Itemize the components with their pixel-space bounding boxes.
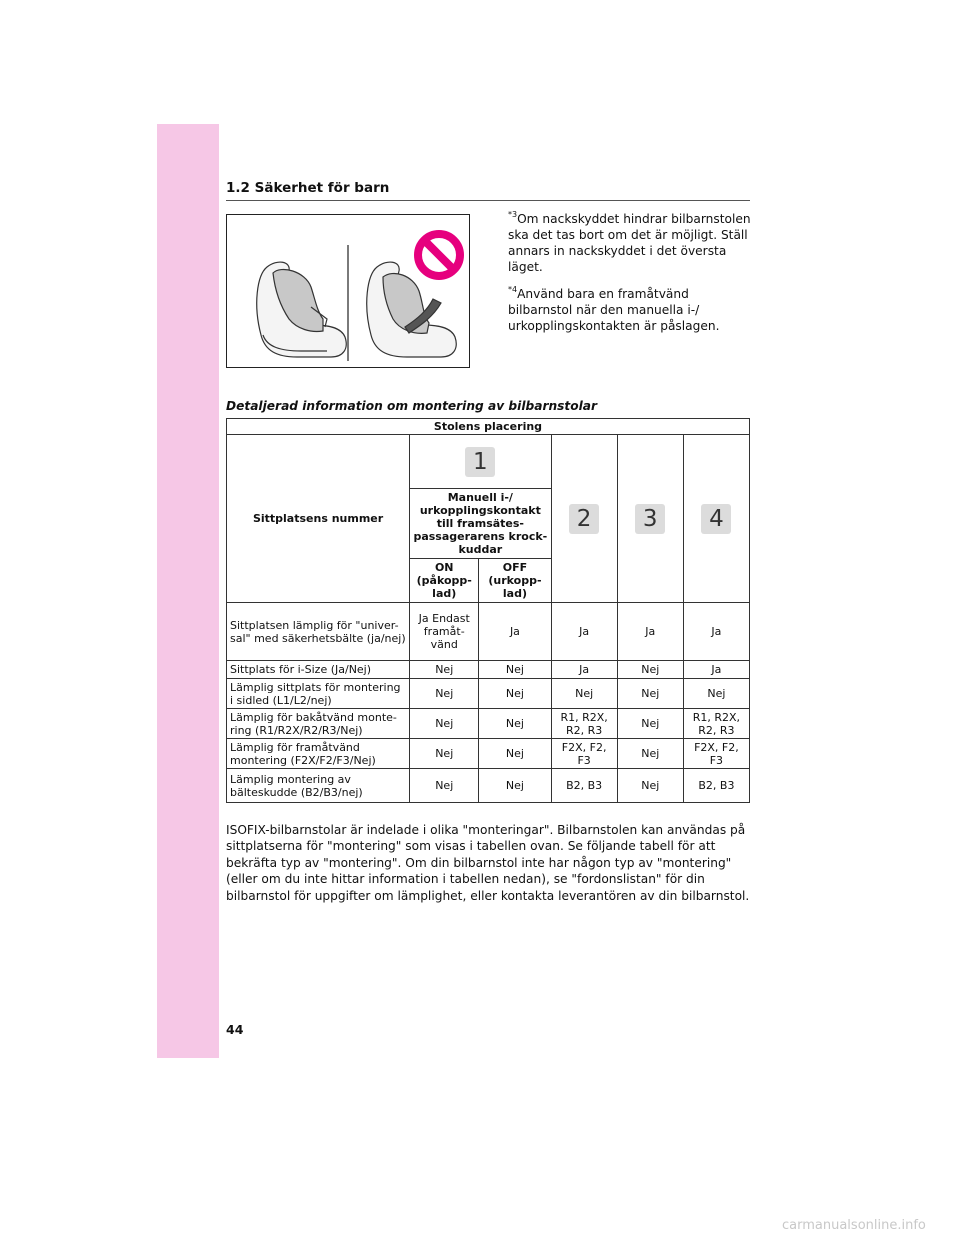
- footnotes: [508, 208, 752, 342]
- table-cell: Nej: [479, 739, 551, 769]
- table-cell: Nej: [479, 709, 551, 739]
- seat-3-cell: [617, 435, 683, 603]
- row-label: Lämplig montering av bälteskudde (B2/B3/nej): [227, 769, 410, 803]
- table-cell: B2, B3: [683, 769, 749, 803]
- table-cell: Nej: [410, 679, 479, 709]
- switch-off-label: OFF (urkopp- lad): [479, 559, 551, 603]
- placement-header: Stolens placering: [227, 419, 750, 435]
- row-label: Lämplig för bakåtvänd monte- ring (R1/R2X/R2/R3/Nej): [227, 709, 410, 739]
- seat-3-badge: 3: [635, 504, 665, 534]
- table-cell: B2, B3: [551, 769, 617, 803]
- table-cell: Nej: [479, 679, 551, 709]
- seat-4-cell: [683, 435, 749, 603]
- seat-illustration-svg: [227, 215, 469, 367]
- seat-1-cell: [410, 435, 551, 489]
- table-cell: Nej: [479, 769, 551, 803]
- table-cell: Nej: [617, 679, 683, 709]
- table-cell: Nej: [410, 769, 479, 803]
- table-cell: Ja: [683, 661, 749, 679]
- footnote-3: $^{*3}$Om nackskyddet hindrar bilbarnstolen ska det tas bort om det är möjligt. Ställ annars in nackskyddet i det översta läget.: [508, 210, 751, 275]
- page-header: 1.2 Säkerhet för barn: [226, 180, 750, 201]
- seat-1-badge: 1: [465, 447, 495, 477]
- table-cell: Nej: [551, 679, 617, 709]
- switch-on-label: ON (påkopp- lad): [410, 559, 479, 603]
- table-cell: Nej: [617, 769, 683, 803]
- table-cell: Nej: [410, 709, 479, 739]
- section-title: Detaljerad information om montering av bilbarnstolar: [226, 399, 597, 413]
- table-cell: Ja: [683, 603, 749, 661]
- table-cell: Ja Endast framåt- vänd: [410, 603, 479, 661]
- seat-2-badge: 2: [569, 504, 599, 534]
- table-cell: R1, R2X, R2, R3: [683, 709, 749, 739]
- footnote-4: $^{*4}$Använd bara en framåtvänd bilbarnstol när den manuella i-/ urkopplingskontakten är påslagen.: [508, 285, 720, 334]
- row-label: Sittplats för i-Size (Ja/Nej): [227, 661, 410, 679]
- child-seat-illustration: [226, 214, 470, 368]
- chapter-tab: [157, 124, 219, 1058]
- seat-correct-icon: [257, 262, 346, 357]
- table-cell: Nej: [410, 661, 479, 679]
- table-cell: Nej: [683, 679, 749, 709]
- watermark: carmanualsonline.info: [782, 1218, 926, 1233]
- table-cell: F2X, F2, F3: [683, 739, 749, 769]
- seat-suitability-table: [226, 418, 750, 803]
- seat-number-label: Sittplatsens nummer: [227, 435, 410, 603]
- table-cell: Nej: [617, 661, 683, 679]
- row-label: Lämplig sittplats för montering i sidled (L1/L2/nej): [227, 679, 410, 709]
- table-cell: Ja: [551, 661, 617, 679]
- table-cell: Ja: [617, 603, 683, 661]
- table-cell: Nej: [479, 661, 551, 679]
- table-cell: Nej: [617, 709, 683, 739]
- table-cell: Ja: [551, 603, 617, 661]
- row-label: Sittplatsen lämplig för "univer- sal" med säkerhetsbälte (ja/nej): [227, 603, 410, 661]
- table-cell: Nej: [410, 739, 479, 769]
- seat-2-cell: [551, 435, 617, 603]
- page-number: 44: [226, 1022, 244, 1037]
- table-cell: Ja: [479, 603, 551, 661]
- row-label: Lämplig för framåtvänd montering (F2X/F2/F3/Nej): [227, 739, 410, 769]
- seat-4-badge: 4: [701, 504, 731, 534]
- airbag-switch-label: Manuell i-/ urkopplingskontakt till framsätes- passagerarens krock- kuddar: [410, 489, 551, 559]
- isofix-paragraph: ISOFIX-bilbarnstolar är indelade i olika "monteringar". Bilbarnstolen kan användas på sittplatserna för "montering" som visas i tabellen ovan. Se följande tabell för att bekräfta typ av "montering". Om din bilbarnstol inte har någon typ av "montering" (eller om du inte hittar information i tabellen nedan), se "fordonslistan" för din bilbarnstol för uppgifter om lämplighet, eller kontakta leverantören av din bilbarnstol.: [226, 823, 750, 903]
- table-cell: R1, R2X, R2, R3: [551, 709, 617, 739]
- table-cell: Nej: [617, 739, 683, 769]
- table-cell: F2X, F2, F3: [551, 739, 617, 769]
- prohibition-icon: [418, 234, 460, 276]
